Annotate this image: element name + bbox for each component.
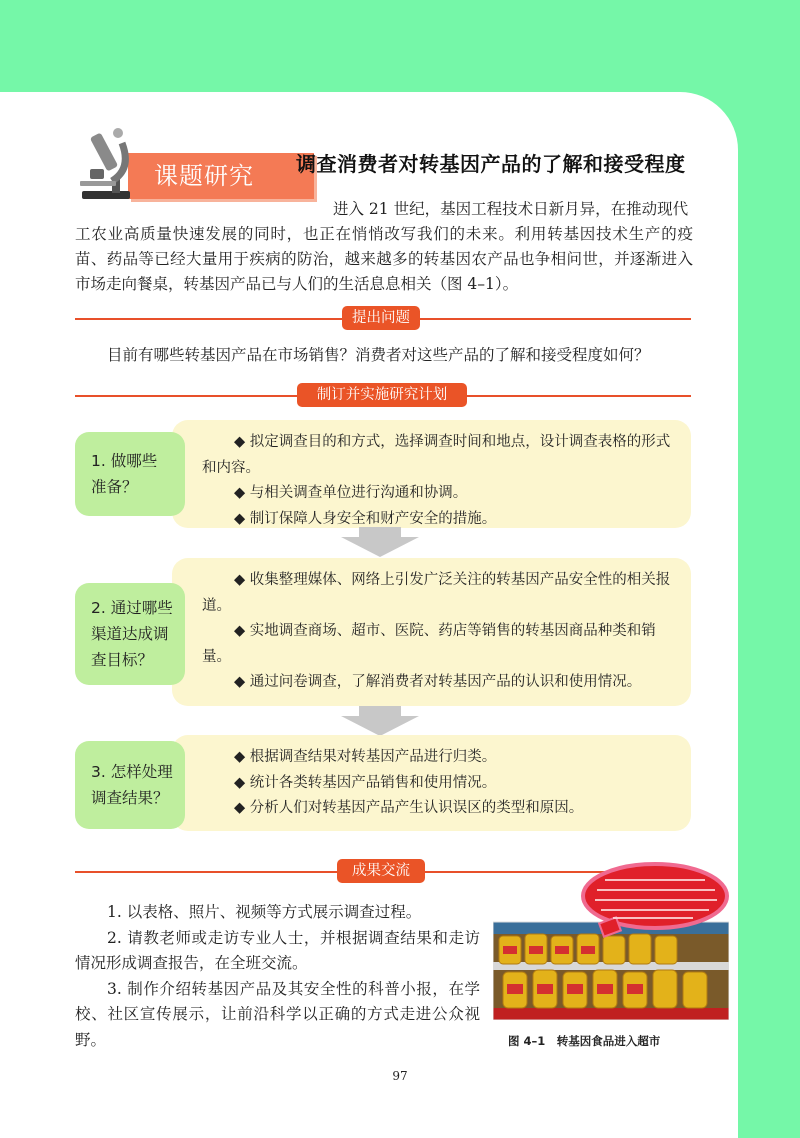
microscope-icon — [72, 125, 142, 201]
results-item: 1. 以表格、照片、视频等方式展示调查过程。 — [107, 903, 422, 921]
section-label-plan: 制订并实施研究计划 — [297, 383, 467, 407]
step-3-label-line: 调查结果？ — [91, 789, 169, 807]
step-2-content — [172, 558, 691, 706]
step-3-content — [172, 735, 691, 831]
step-1-label-line: 1. 做哪些 — [91, 452, 158, 470]
step-2-item: ◆ 实地调查商场、超市、医院、药店等销售的转基因商品种类和销量。 — [202, 623, 656, 665]
results-list — [75, 900, 480, 1053]
step-1-content — [172, 420, 691, 528]
step-2-label-line: 查目标？ — [91, 651, 154, 669]
results-item: 2. 请教老师或走访专业人士，并根据调查结果和走访情况形成调查报告，在全班交流。 — [75, 928, 480, 972]
step-3-label-line: 3. 怎样处理 — [91, 763, 173, 781]
intro-line-1: 进入 21 世纪，基因工程技术日新月异，在推动现代 — [333, 200, 689, 218]
step-3-item: ◆ 根据调查结果对转基因产品进行归类。 — [234, 749, 497, 765]
step-2-label-line: 渠道达成调 — [91, 625, 169, 643]
down-arrow-icon — [341, 706, 419, 736]
topic-badge — [72, 125, 252, 205]
step-1-item: ◆ 拟定调查目的和方式，选择调查时间和地点，设计调查表格的形式和内容。 — [202, 434, 671, 476]
badge-label: 课题研究 — [128, 153, 314, 199]
step-3-item: ◆ 分析人们对转基因产品产生认识误区的类型和原因。 — [234, 800, 584, 816]
step-2-item: ◆ 通过问卷调查，了解消费者对转基因产品的认识和使用情况。 — [234, 674, 642, 690]
section-label-ask: 提出问题 — [342, 306, 420, 330]
page-number: 97 — [392, 1069, 408, 1083]
step-2-label-line: 2. 通过哪些 — [91, 599, 173, 617]
step-2-item: ◆ 收集整理媒体、网络上引发广泛关注的转基因产品安全性的相关报道。 — [202, 572, 671, 614]
step-3-item: ◆ 统计各类转基因产品销售和使用情况。 — [234, 774, 497, 791]
step-3-label — [75, 741, 185, 829]
figure-caption: 图 4–1 转基因食品进入超市 — [508, 1034, 661, 1048]
down-arrow-icon — [341, 527, 419, 557]
section-label-results: 成果交流 — [337, 859, 425, 883]
intro-rest: 工农业高质量快速发展的同时，也正在悄悄改写我们的未来。利用转基因技术生产的疫苗、药品等已经大量用于疾病的防治，越来越多的转基因农产品也争相问世，并逐渐进入市场走向餐桌，转基因产品已与人们的生活息息相关（图 4–1）。 — [75, 225, 693, 293]
page-title: 调查消费者对转基因产品的了解和接受程度 — [296, 152, 686, 176]
step-1-label-line: 准备？ — [91, 478, 138, 496]
intro-paragraph — [75, 197, 693, 297]
research-question: 目前有哪些转基因产品在市场销售？消费者对这些产品的了解和接受程度如何？ — [107, 346, 650, 364]
step-1-item: ◆ 制订保障人身安全和财产安全的措施。 — [234, 510, 497, 527]
step-2-label — [75, 583, 185, 685]
results-item: 3. 制作介绍转基因产品及其安全性的科普小报，在学校、社区宣传展示，让前沿科学以正确的方式走进公众视野。 — [75, 979, 480, 1049]
step-1-item: ◆ 与相关调查单位进行沟通和协调。 — [234, 485, 468, 501]
supermarket-photo — [493, 862, 729, 1020]
step-1-label — [75, 432, 185, 516]
